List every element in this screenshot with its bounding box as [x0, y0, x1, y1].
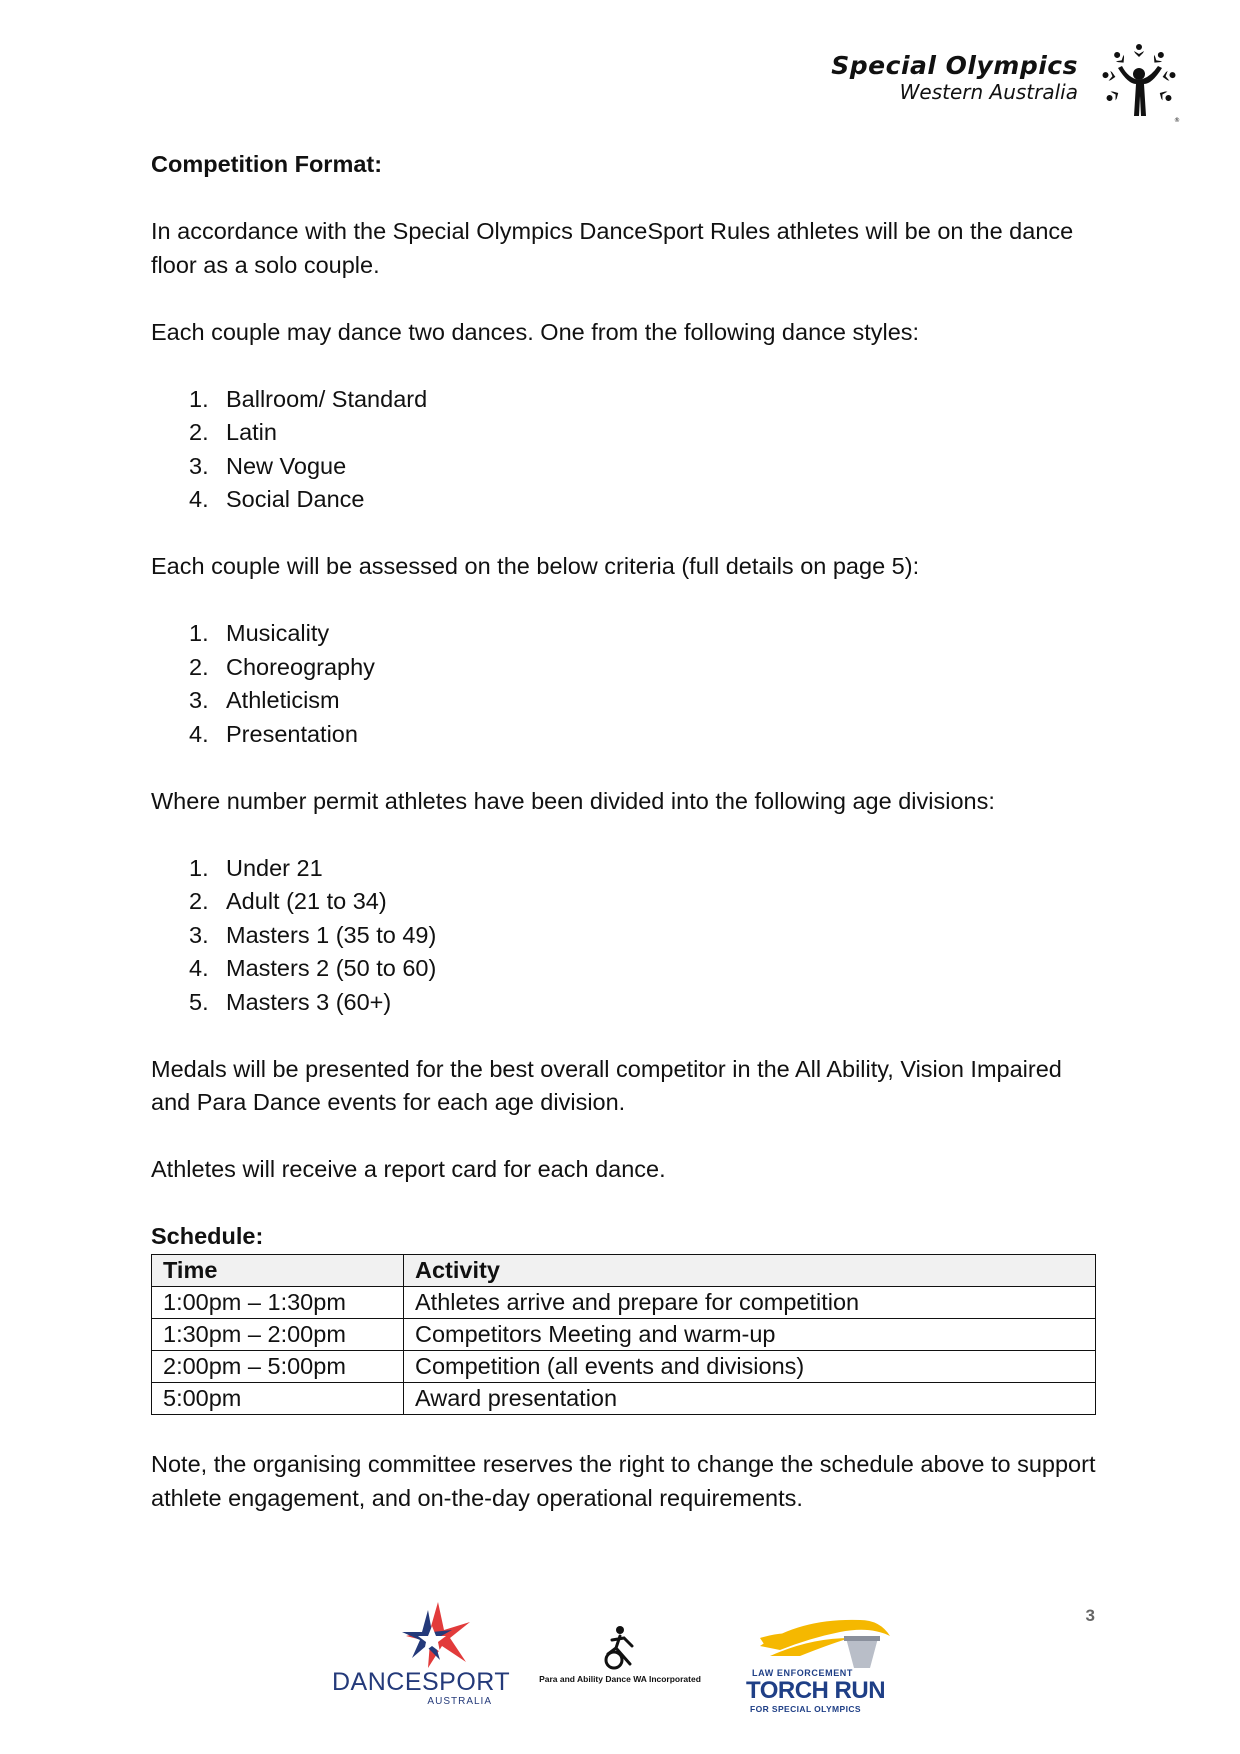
special-olympics-emblem-icon: [1096, 38, 1182, 124]
section-title: Competition Format:: [151, 151, 383, 177]
intro-paragraph: In accordance with the Special Olympics DanceSport Rules athletes will be on the dance floor as a solo couple.: [151, 218, 1074, 278]
list-item: 5. Masters 3 (60+): [189, 988, 392, 1015]
list-item: 4. Masters 2 (50 to 60): [189, 955, 437, 981]
list-item: 3. Athleticism: [189, 687, 340, 713]
list-item: 1. Under 21: [189, 854, 323, 881]
list-item: 1. Ballroom/ Standard: [189, 385, 428, 412]
schedule-table: [151, 1254, 1096, 1415]
dancesport-australia-logo: [332, 1600, 511, 1710]
activity-cell: Competitors Meeting and warm-up: [404, 1318, 1096, 1350]
special-olympics-wa-logo: [802, 38, 1182, 128]
footer-sponsor-logos: [0, 1600, 1240, 1714]
list-item: 4. Presentation: [189, 720, 358, 747]
schedule-title: Schedule:: [151, 1223, 264, 1249]
time-cell: 1:30pm – 2:00pm: [152, 1318, 404, 1350]
list-item: 3. New Vogue: [189, 452, 347, 479]
divisions-intro-paragraph: Where number permit athletes have been divided into the following age divisions:: [151, 787, 995, 814]
report-card-paragraph: Athletes will receive a report card for each dance.: [151, 1156, 666, 1182]
list-item: 2. Adult (21 to 34): [189, 888, 387, 914]
list-item: 2. Choreography: [189, 653, 375, 680]
dances-intro-paragraph: Each couple may dance two dances. One from the following dance styles:: [151, 318, 920, 345]
list-item: 3. Masters 1 (35 to 49): [189, 921, 437, 948]
table-header-row: [152, 1254, 1096, 1286]
list-item: 2. Latin: [189, 419, 277, 445]
activity-cell: Athletes arrive and prepare for competition: [404, 1286, 1096, 1318]
para-dance-figure-icon: [520, 1624, 720, 1672]
time-cell: 5:00pm: [152, 1382, 404, 1414]
list-item: 4. Social Dance: [189, 486, 365, 512]
torch-flame-icon: [740, 1608, 900, 1668]
time-cell: 2:00pm – 5:00pm: [152, 1350, 404, 1382]
torch-run-subtitle: FOR SPECIAL OLYMPICS: [750, 1704, 861, 1714]
criteria-list: [151, 617, 1101, 751]
dancesport-star-icon: [332, 1600, 502, 1670]
time-cell: 1:00pm – 1:30pm: [152, 1286, 404, 1318]
table-row: [152, 1350, 1096, 1382]
para-ability-dance-logo: [520, 1624, 720, 1694]
page-number: 3: [1085, 1606, 1095, 1625]
dancesport-subtitle: AUSTRALIA: [427, 1696, 492, 1707]
table-row: [152, 1286, 1096, 1318]
dance-styles-list: [151, 383, 1101, 517]
medals-paragraph: Medals will be presented for the best overall competitor in the All Ability, Vision Impaired and Para Dance events for each age division.: [151, 1055, 1062, 1115]
criteria-intro-paragraph: Each couple will be assessed on the below criteria (full details on page 5):: [151, 553, 920, 579]
note-paragraph: Note, the organising committee reserves the right to change the schedule above to support athlete engagement, and on-the-day operational requirements.: [151, 1451, 1096, 1511]
torch-run-wordmark: TORCH RUN: [746, 1677, 886, 1704]
logo-subtitle: Western Australia: [899, 80, 1078, 104]
torch-run-logo: [740, 1608, 900, 1714]
activity-cell: Award presentation: [404, 1382, 1096, 1414]
para-ability-dance-name: Para and Ability Dance WA Incorporated: [539, 1674, 701, 1684]
column-header-activity: Activity: [404, 1254, 1096, 1286]
column-header-time: Time: [152, 1254, 404, 1286]
table-row: [152, 1382, 1096, 1414]
logo-text: [831, 52, 1078, 104]
torch-run-top-text: LAW ENFORCEMENT: [752, 1668, 853, 1678]
table-row: [152, 1318, 1096, 1350]
activity-cell: Competition (all events and divisions): [404, 1350, 1096, 1382]
dancesport-wordmark: DANCESPORT: [332, 1668, 511, 1696]
logo-title: Special Olympics: [831, 51, 1078, 80]
age-divisions-list: [151, 852, 1101, 1020]
svg-text:®: ®: [1174, 117, 1180, 124]
list-item: 1. Musicality: [189, 620, 330, 646]
document-body: [151, 148, 1101, 1515]
